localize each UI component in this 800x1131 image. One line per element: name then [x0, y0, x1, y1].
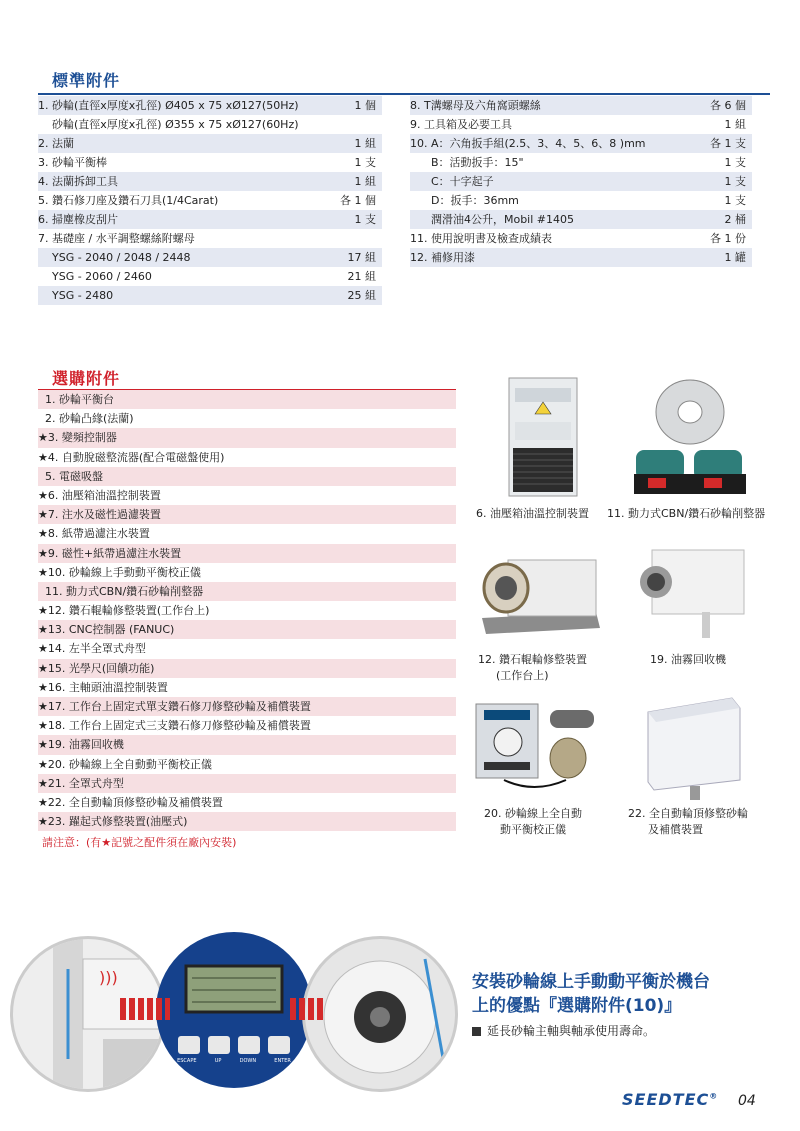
standard-item-qty: 21 組: [347, 270, 376, 283]
caption-20-line2: 動平衡校正儀: [500, 823, 566, 836]
caption-22-line1: 22. 全自動輪頂修整砂輪: [628, 807, 748, 820]
cbn-dresser-photo: [630, 376, 750, 498]
standard-item-qty: 各 1 個: [340, 194, 376, 207]
auto-balancer-photo: [474, 700, 604, 796]
standard-item-label: 2. 法蘭: [38, 137, 74, 150]
caption-20: [484, 806, 582, 838]
optional-note: 請注意：(有★記號之配件須在廠內安裝): [42, 836, 237, 849]
standard-item-qty: 1 組: [724, 118, 746, 131]
advantage-title-line1: 安裝砂輪線上手動動平衡於機台: [472, 972, 710, 992]
standard-item: [38, 229, 382, 248]
standard-item-qty: 17 組: [347, 251, 376, 264]
standard-item-label: 5. 鑽石修刀座及鑽石刀具(1/4Carat): [38, 194, 219, 207]
standard-right-list: [410, 96, 752, 267]
standard-item-label: 10. A：六角扳手組(2.5、3、4、5、6、8 )mm: [410, 137, 646, 150]
caption-11: 11. 動力式CBN/鑽石砂輪削整器: [607, 507, 766, 520]
oil-cooler-photo: [505, 376, 581, 498]
advantage-title: [472, 970, 710, 1018]
optional-item: 2. 砂輪凸緣(法蘭): [38, 412, 134, 426]
optional-item: ★3. 變頻控制器: [38, 428, 456, 447]
standard-item-label: YSG - 2480: [38, 289, 114, 302]
optional-item: 5. 電磁吸盤: [38, 467, 456, 486]
advantage-bullet-text: 延長砂輪主軸與軸承使用壽命。: [487, 1024, 656, 1038]
standard-item-qty: 各 1 份: [710, 232, 746, 245]
standard-item-label: YSG - 2060 / 2460: [38, 270, 152, 283]
standard-item: [38, 115, 382, 134]
optional-item: ★21. 全罩式舟型: [38, 774, 456, 793]
arrow-right: [290, 998, 326, 1020]
standard-item-label: B：活動扳手：15": [410, 156, 524, 169]
standard-item-label: 潤滑油4公升，Mobil #1405: [410, 213, 575, 226]
panel-button-down-label: DOWN: [239, 1058, 257, 1064]
optional-item: 1. 砂輪平衡台: [38, 390, 456, 409]
optional-item: ★9. 磁性+紙帶過濾注水裝置: [38, 544, 456, 563]
standard-item: [410, 248, 752, 267]
caption-22: [628, 806, 748, 838]
standard-item-label: 11. 使用說明書及檢查成績表: [410, 232, 552, 245]
standard-item-qty: 1 組: [354, 137, 376, 150]
standard-item: [410, 210, 752, 229]
standard-item-label: 9. 工具箱及必要工具: [410, 118, 512, 131]
caption-6: 6. 油壓箱油溫控制裝置: [476, 507, 589, 520]
standard-item: [38, 134, 382, 153]
standard-title: 標準附件: [52, 71, 121, 90]
caption-12-line1: 12. 鑽石輥輪修整裝置: [478, 653, 587, 666]
standard-item-label: 3. 砂輪平衡棒: [38, 156, 107, 169]
optional-item: 11. 動力式CBN/鑽石砂輪削整器: [38, 582, 456, 601]
standard-item-label: 4. 法蘭拆卸工具: [38, 175, 118, 188]
optional-item: ★15. 光學尺(回饋功能): [38, 659, 456, 678]
standard-item: [38, 191, 382, 210]
standard-item-label: 7. 基礎座 / 水平調整螺絲附螺母: [38, 232, 195, 245]
standard-title-rule: [38, 93, 770, 95]
optional-item: ★10. 砂輪線上手動動平衡校正儀: [38, 565, 201, 579]
optional-list: [38, 390, 456, 831]
standard-item-qty: 1 支: [724, 194, 746, 207]
standard-item-label: 12. 補修用漆: [410, 251, 475, 264]
standard-item: [410, 115, 752, 134]
oil-mist-photo: [632, 546, 748, 640]
optional-item: ★22. 全自動輪頂修整砂輪及補償裝置: [38, 795, 223, 809]
standard-item: [38, 172, 382, 191]
standard-item-qty: 1 支: [724, 156, 746, 169]
svg-text:))): ))): [99, 968, 118, 987]
optional-item: ★17. 工作台上固定式單支鑽石修刀修整砂輪及補償裝置: [38, 697, 456, 716]
standard-left-list: [38, 96, 382, 305]
standard-item: [410, 96, 752, 115]
optional-item: ★19. 油霧回收機: [38, 735, 456, 754]
standard-item-qty: 2 桶: [724, 213, 746, 226]
standard-item-qty: 各 1 支: [710, 137, 746, 150]
standard-item: [38, 96, 382, 115]
optional-item: ★8. 紙帶過濾注水裝置: [38, 527, 150, 541]
standard-item-label: 砂輪(直徑x厚度x孔徑) Ø355 x 75 xØ127(60Hz): [38, 118, 299, 131]
standard-item: [38, 153, 382, 172]
brand-name: SEEDTEC: [622, 1090, 710, 1109]
standard-item: [410, 134, 752, 153]
balancer-panel-circle: [156, 932, 312, 1088]
caption-22-line2: 及補償裝置: [648, 823, 703, 836]
optional-item: ★6. 油壓箱油溫控制裝置: [38, 488, 161, 502]
standard-item-qty: 1 支: [724, 175, 746, 188]
optional-item: ★23. 躍起式修整裝置(油壓式): [38, 812, 456, 831]
caption-20-line1: 20. 砂輪線上全自動: [484, 807, 582, 820]
standard-item-label: 8. T溝螺母及六角窩頭螺絲: [410, 99, 541, 112]
optional-item: ★7. 注水及磁性過濾裝置: [38, 505, 456, 524]
standard-item-qty: 1 支: [354, 156, 376, 169]
bullet-square-icon: [472, 1027, 481, 1036]
standard-item: [410, 153, 752, 172]
optional-title: 選購附件: [52, 369, 121, 388]
standard-item-qty: 1 罐: [724, 251, 746, 264]
caption-19: 19. 油霧回收機: [650, 653, 726, 666]
optional-item: ★4. 自動脫磁整流器(配合電磁盤使用): [38, 450, 225, 464]
standard-item: [38, 210, 382, 229]
optional-item: ★14. 左半全罩式舟型: [38, 642, 146, 656]
standard-item-label: D：扳手：36mm: [410, 194, 519, 207]
registered-mark: ®: [709, 1091, 719, 1101]
standard-item-qty: 1 支: [354, 213, 376, 226]
standard-item-label: 1. 砂輪(直徑x厚度x孔徑) Ø405 x 75 xØ127(50Hz): [38, 99, 299, 112]
standard-item: [38, 286, 382, 305]
panel-button-escape-label: ESCAPE: [177, 1058, 197, 1064]
advantage-bullet: [472, 1022, 655, 1039]
optional-item: ★16. 主軸頭油溫控制裝置: [38, 680, 168, 694]
optional-item: ★20. 砂輪線上全自動動平衡校正儀: [38, 757, 212, 771]
optional-item: ★13. CNC控制器 (FANUC): [38, 620, 456, 639]
standard-item: [410, 172, 752, 191]
panel-button-up-label: UP: [214, 1058, 222, 1064]
optional-item: ★18. 工作台上固定式三支鑽石修刀修整砂輪及補償裝置: [38, 719, 311, 733]
arrow-left: [120, 998, 170, 1020]
page-number: 04: [738, 1093, 756, 1109]
standard-item-qty: 1 個: [354, 99, 376, 112]
standard-item-label: 6. 掃塵橡皮刮片: [38, 213, 118, 226]
roll-dresser-photo: [478, 552, 604, 638]
standard-item: [410, 229, 752, 248]
standard-item-label: YSG - 2040 / 2048 / 2448: [38, 251, 191, 264]
standard-item: [410, 191, 752, 210]
panel-button-enter-label: ENTER: [274, 1058, 291, 1064]
standard-item-label: C：十字起子: [410, 175, 494, 188]
standard-item-qty: 1 組: [354, 175, 376, 188]
advantage-title-line2: 上的優點『選購附件(10)』: [472, 996, 682, 1016]
caption-12-line2: (工作台上): [496, 669, 549, 682]
brand-logo: [622, 1090, 718, 1109]
standard-item: [38, 267, 382, 286]
auto-dresser-photo: [640, 690, 746, 802]
standard-item-qty: 25 組: [347, 289, 376, 302]
standard-item: [38, 248, 382, 267]
standard-item-qty: 各 6 個: [710, 99, 746, 112]
panel-button-labels: [168, 1058, 300, 1064]
optional-item: ★12. 鑽石輥輪修整裝置(工作台上): [38, 604, 210, 618]
caption-12: [478, 652, 587, 684]
